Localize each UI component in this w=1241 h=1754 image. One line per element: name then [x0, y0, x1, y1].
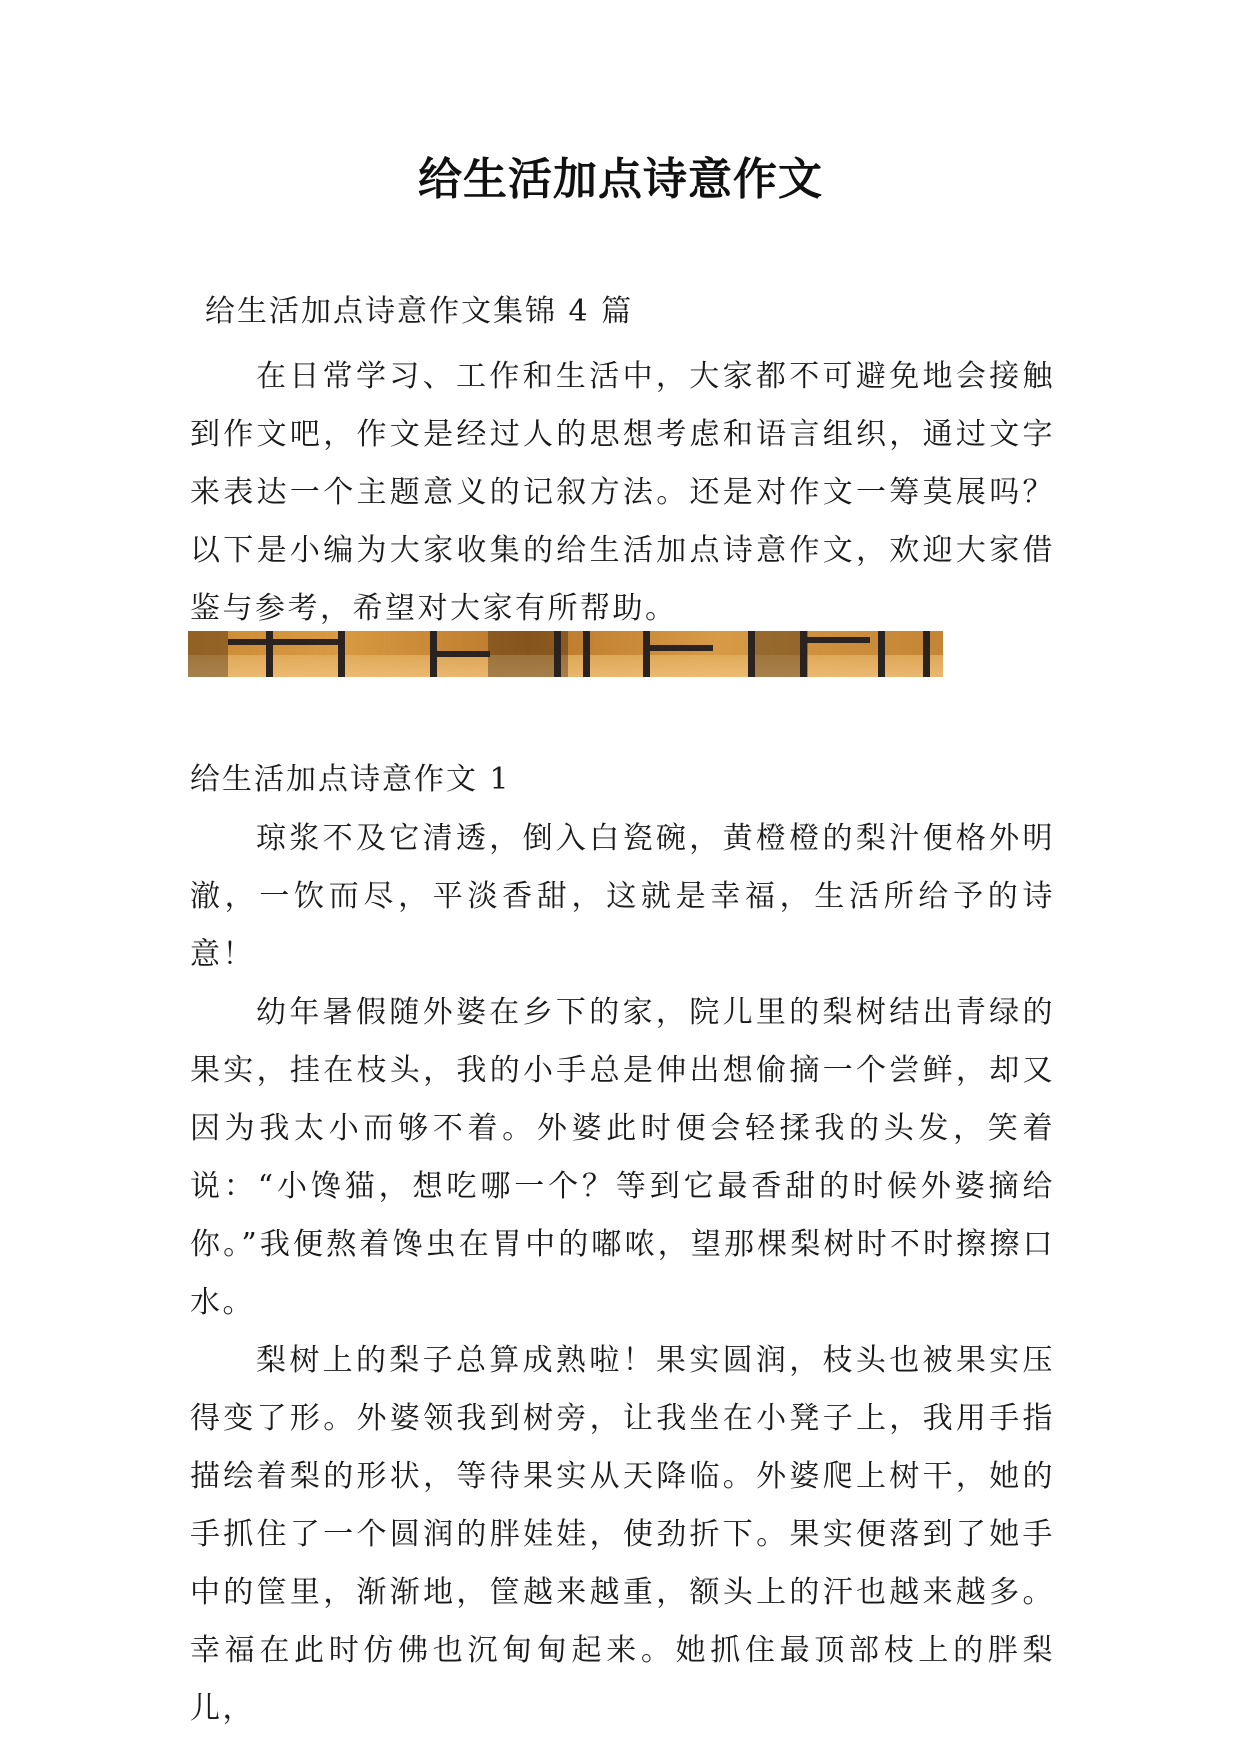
essay-section — [190, 810, 1055, 1738]
essay-paragraph: 梨树上的梨子总算成熟啦！果实圆润，枝头也被果实压得变了形。外婆领我到树旁，让我坐在小凳子上，我用手指描绘着梨的形状，等待果实从天降临。外婆爬上树干，她的手抓住了一个圆润的胖娃娃，使劲折下。果实便落到了她手中的筐里，渐渐地，筐越来越重，额头上的汗也越来越多。幸福在此时仿佛也沉甸甸起来。她抓住最顶部枝上的胖梨儿， — [190, 1343, 1055, 1726]
chair-leg — [643, 631, 650, 677]
chair-leg — [923, 631, 930, 677]
chair-leg — [554, 631, 561, 677]
chair-leg — [266, 631, 273, 677]
document-title: 给生活加点诗意作文 — [418, 154, 823, 205]
chair-frame — [228, 639, 338, 645]
chair-leg — [878, 631, 885, 677]
photo-shadow — [188, 631, 228, 677]
section-heading: 给生活加点诗意作文 1 — [190, 762, 511, 797]
essay-paragraph: 琼浆不及它清透，倒入白瓷碗，黄橙橙的梨汁便格外明澈，一饮而尽，平淡香甜，这就是幸福，生活所给予的诗意！ — [190, 821, 1055, 972]
chair-leg — [338, 631, 345, 677]
intro-section — [190, 348, 1055, 638]
essay-paragraph: 幼年暑假随外婆在乡下的家，院儿里的梨树结出青绿的果实，挂在枝头，我的小手总是伸出想偷摘一个尝鲜，却又因为我太小而够不着。外婆此时便会轻揉我的头发，笑着说：“小馋猫，想吃哪一个？等到它最香甜的时候外婆摘给你。”我便熬着馋虫在胃中的嘟哝，望那棵梨树时不时擦擦口水。 — [190, 995, 1055, 1320]
document-subtitle: 给生活加点诗意作文集锦 4 篇 — [205, 294, 634, 329]
chair-frame — [643, 645, 713, 651]
chair-frame — [800, 637, 870, 643]
photo-shadow — [748, 631, 808, 677]
classroom-chairs-photo-icon — [188, 631, 943, 677]
chair-leg — [748, 631, 755, 677]
chair-leg — [583, 631, 590, 677]
intro-paragraph: 在日常学习、工作和生活中，大家都不可避免地会接触到作文吧，作文是经过人的思想考虑和语言组织，通过文字来表达一个主题意义的记叙方法。还是对作文一筹莫展吗？以下是小编为大家收集的给生活加点诗意作文，欢迎大家借鉴与参考，希望对大家有所帮助。 — [190, 359, 1055, 626]
chair-frame — [430, 651, 490, 657]
